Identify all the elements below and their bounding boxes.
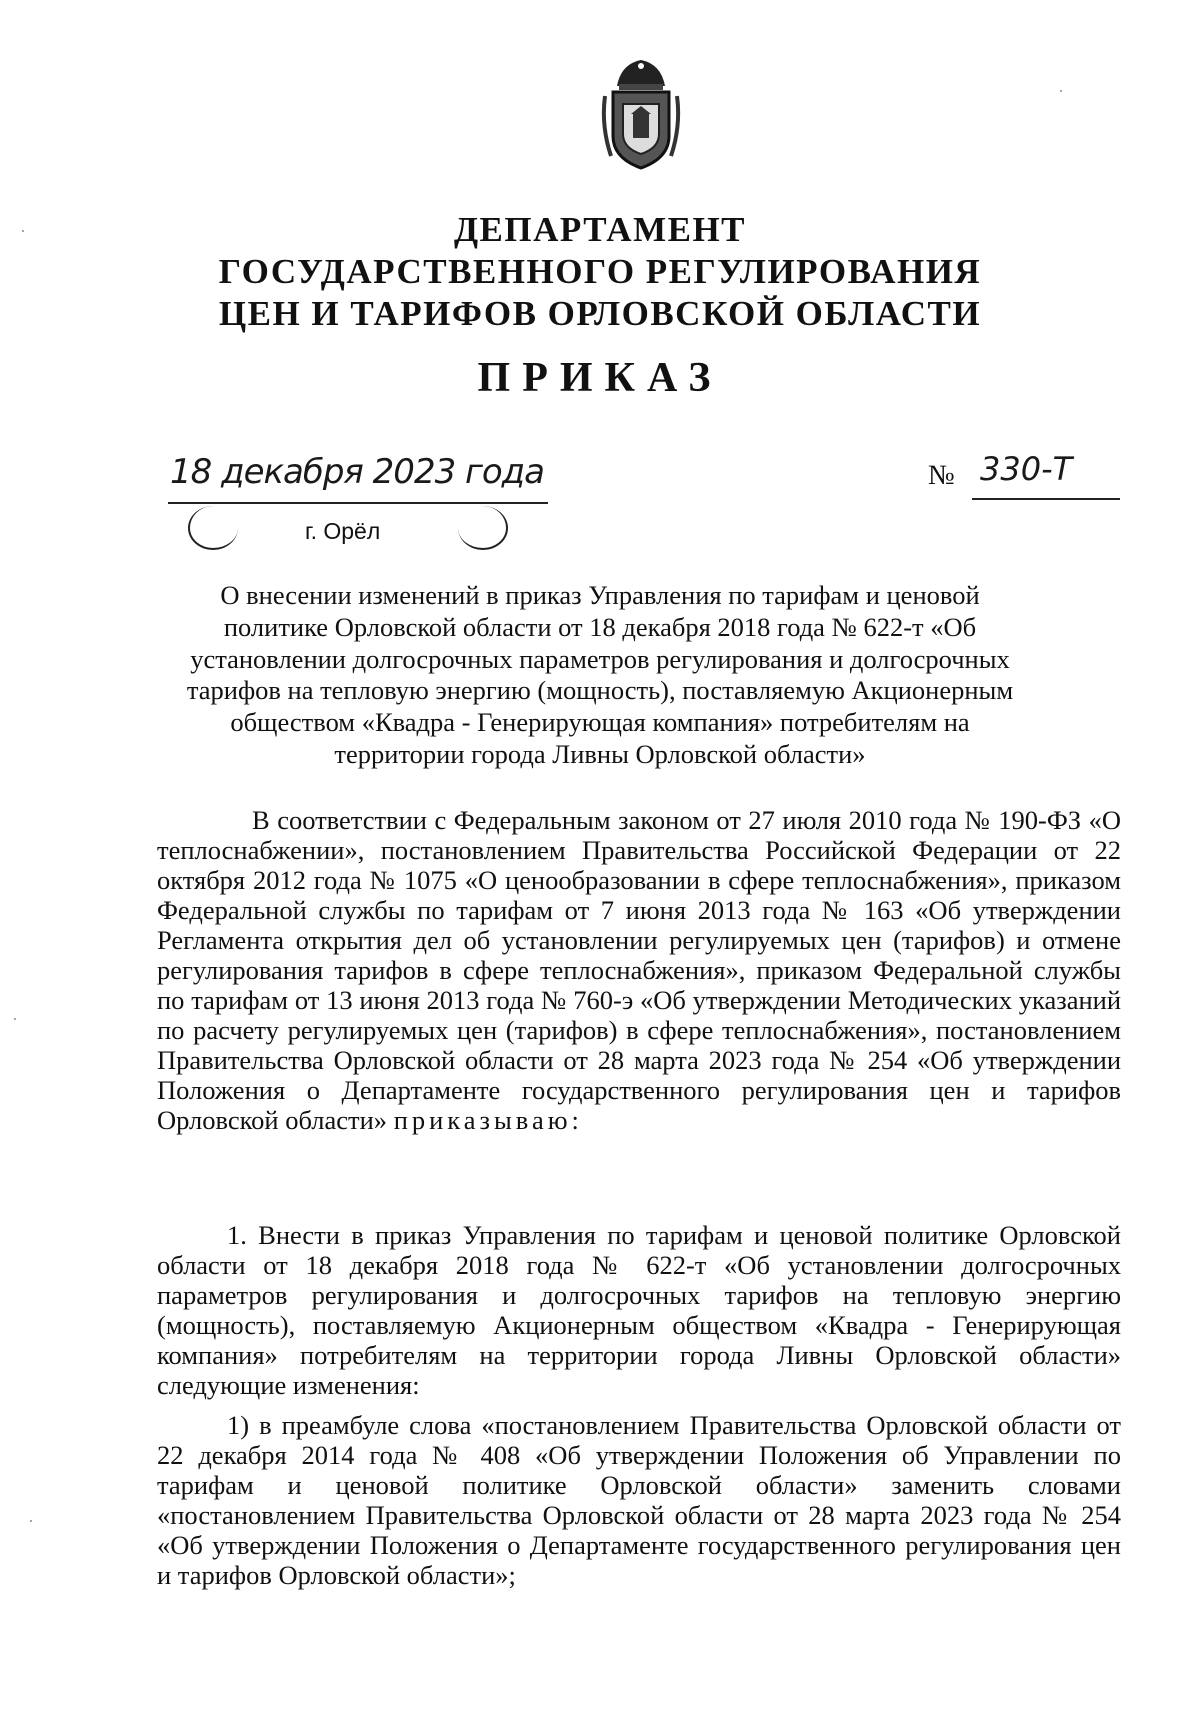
city-label: г. Орёл	[305, 518, 381, 544]
scan-speck	[30, 1520, 32, 1522]
order-command: приказываю:	[393, 1105, 583, 1135]
scan-speck	[14, 1018, 16, 1020]
handwritten-date: 18 декабря 2023 года	[170, 452, 545, 492]
date-underline	[168, 502, 548, 504]
number-sign: №	[928, 460, 955, 491]
handwritten-number: 330-Т	[980, 450, 1073, 488]
item-1-subitem-1-paragraph: 1) в преамбуле слова «постановлением Правительства Орловской области от 22 декабря 2014 года № 408 «Об утверждении Положения об Управлении по тарифам и ценовой политике Орловской области» заменить словами «постановлением Правительства Орловской области от 28 марта 2023 года № 254 «Об утверждении Положения о Департаменте государственного регулирования цен и тарифов Орловской области»;	[157, 1410, 1121, 1590]
department-title-line-2: ГОСУДАРСТВЕННОГО РЕГУЛИРОВАНИЯ	[218, 252, 982, 291]
number-underline	[972, 498, 1120, 500]
item-1-paragraph: 1. Внести в приказ Управления по тарифам и ценовой политике Орловской области от 18 декабря 2018 года № 622-т «Об установлении долгосрочных параметров регулирования и долгосрочных тарифов на тепловую энергию (мощность), поставляемую Акционерным обществом «Квадра - Генерирующая компания» потребителям на территории города Ливны Орловской области» следующие изменения:	[157, 1220, 1121, 1400]
document-type-title: ПРИКАЗ	[477, 355, 723, 401]
order-subject: О внесении изменений в приказ Управления по тарифам и ценовой политике Орловской области от 18 декабря 2018 года № 622-т «Об установлении долгосрочных параметров регулирования и долгосрочных тарифов на тепловую энергию (мощность), поставляемую Акционерным обществом «Квадра - Генерирующая компания» потребителям на территории города Ливны Орловской области»	[186, 580, 1014, 769]
department-title-line-1: ДЕПАРТАМЕНТ	[453, 210, 747, 249]
date-bracket-left	[188, 506, 238, 550]
coat-of-arms-icon	[601, 56, 681, 174]
preamble-paragraph	[157, 805, 1121, 1135]
scan-speck	[22, 230, 24, 232]
scan-speck	[1060, 90, 1062, 92]
department-title-line-3: ЦЕН И ТАРИФОВ ОРЛОВСКОЙ ОБЛАСТИ	[218, 294, 982, 333]
date-bracket-right	[458, 506, 508, 550]
preamble-text: В соответствии с Федеральным законом от 27 июля 2010 года № 190-ФЗ «О теплоснабжении», постановлением Правительства Российской Федерации от 22 октября 2012 года № 1075 «О ценообразовании в сфере теплоснабжения», приказом Федеральной службы по тарифам от 7 июня 2013 года № 163 «Об утверждении Регламента открытия дел об установлении регулируемых цен (тарифов) и отмене регулирования тарифов в сфере теплоснабжения», приказом Федеральной службы по тарифам от 13 июня 2013 года № 760-э «Об утверждении Методических указаний по расчету регулируемых цен (тарифов) в сфере теплоснабжения», постановлением Правительства Орловской области от 28 марта 2023 года № 254 «Об утверждении Положения о Департаменте государственного регулирования цен и тарифов Орловской области»	[157, 805, 1121, 1135]
